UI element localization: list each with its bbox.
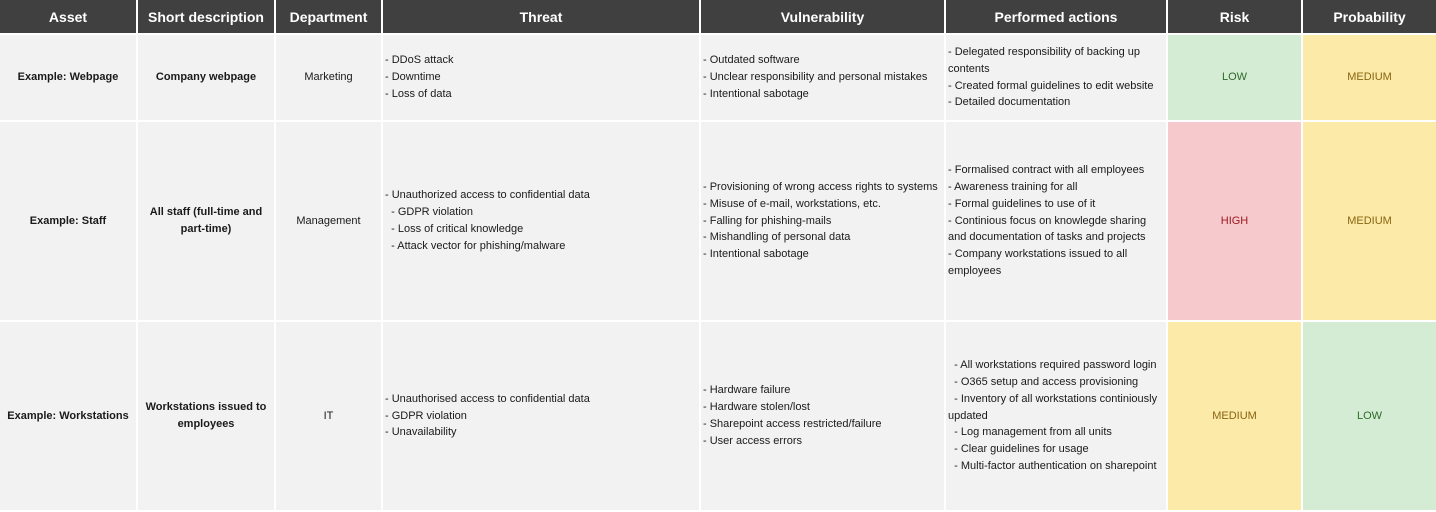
vulnerability-cell <box>700 321 945 511</box>
asset-cell: Example: Staff <box>0 121 137 321</box>
vulnerability-cell-item: - User access errors <box>703 434 803 447</box>
asset-cell: Example: Workstations <box>0 321 137 511</box>
header-performed-actions: Performed actions <box>945 0 1167 34</box>
table-row <box>0 34 1436 121</box>
short-description-cell: Company webpage <box>137 34 275 121</box>
vulnerability-cell-item: - Hardware failure <box>703 384 791 397</box>
risk-rating-cell: LOW <box>1167 34 1302 121</box>
department-cell: Marketing <box>275 34 382 121</box>
threat-cell-item: - Unauthorized access to confidential data <box>385 189 590 202</box>
threat-cell-item: - GDPR violation <box>385 206 474 219</box>
performed-actions-cell-item: - Delegated responsibility of backing up contents <box>948 45 1144 75</box>
threat-cell-item: - Loss of critical knowledge <box>385 223 524 235</box>
performed-actions-cell-item: - Log management from all units <box>948 426 1112 439</box>
table-header <box>0 0 1436 34</box>
header-short-description: Short description <box>137 0 275 34</box>
performed-actions-cell-item: - Company workstations issued to all employees <box>948 248 1131 277</box>
header-asset: Asset <box>0 0 137 34</box>
vulnerability-cell <box>700 121 945 321</box>
performed-actions-cell <box>945 121 1167 321</box>
performed-actions-cell <box>945 321 1167 511</box>
vulnerability-cell-item: - Outdated software <box>703 54 800 67</box>
vulnerability-cell-item: - Mishandling of personal data <box>703 231 851 244</box>
table-body <box>0 34 1436 511</box>
performed-actions-cell <box>945 34 1167 121</box>
risk-rating-cell: HIGH <box>1167 121 1302 321</box>
risk-rating-cell: MEDIUM <box>1167 321 1302 511</box>
vulnerability-cell-item: - Intentional sabotage <box>703 248 809 261</box>
vulnerability-cell-item: - Intentional sabotage <box>703 87 809 100</box>
performed-actions-cell-item: - Clear guidelines for usage <box>948 443 1089 456</box>
threat-cell-item: - Downtime <box>385 71 441 84</box>
threat-cell-item: - DDoS attack <box>385 54 454 67</box>
header-threat: Threat <box>382 0 700 34</box>
performed-actions-cell-item: - Awareness training for all <box>948 181 1078 193</box>
table-row <box>0 121 1436 321</box>
header-vulnerability: Vulnerability <box>700 0 945 34</box>
asset-cell: Example: Webpage <box>0 34 137 121</box>
vulnerability-cell-item: - Falling for phishing-mails <box>703 214 832 227</box>
probability-rating-cell: MEDIUM <box>1302 121 1436 321</box>
threat-cell <box>382 321 700 511</box>
threat-cell-item: - Attack vector for phishing/malware <box>385 239 566 252</box>
probability-rating-cell: LOW <box>1302 321 1436 511</box>
threat-cell-item: - Loss of data <box>385 87 452 100</box>
vulnerability-cell-item: - Provisioning of wrong access rights to systems <box>703 181 938 193</box>
performed-actions-cell-item: - Created formal guidelines to edit website <box>948 79 1154 92</box>
header-department: Department <box>275 0 382 34</box>
threat-cell-item: - GDPR violation <box>385 409 467 422</box>
department-cell: Management <box>275 121 382 321</box>
performed-actions-cell-item: - All workstations required password login <box>948 359 1157 372</box>
threat-cell <box>382 34 700 121</box>
performed-actions-cell-item: - Continious focus on knowlegde sharing and documentation of tasks and projects <box>948 214 1150 244</box>
header-risk: Risk <box>1167 0 1302 34</box>
vulnerability-cell <box>700 34 945 121</box>
performed-actions-cell-item: - Detailed documentation <box>948 96 1071 109</box>
probability-rating-cell: MEDIUM <box>1302 34 1436 121</box>
performed-actions-cell-item: - Formalised contract with all employees <box>948 164 1145 177</box>
table-row <box>0 321 1436 511</box>
performed-actions-cell-item: - Formal guidelines to use of it <box>948 197 1096 210</box>
short-description-cell: All staff (full-time and part-time) <box>137 121 275 321</box>
header-probability: Probability <box>1302 0 1436 34</box>
threat-cell-item: - Unauthorised access to confidential data <box>385 392 590 405</box>
performed-actions-cell-item: - Multi-factor authentication on sharepoint <box>948 459 1157 472</box>
vulnerability-cell-item: - Misuse of e-mail, workstations, etc. <box>703 197 881 210</box>
short-description-cell: Workstations issued to employees <box>137 321 275 511</box>
header-row <box>0 0 1436 34</box>
vulnerability-cell-item: - Hardware stolen/lost <box>703 401 810 414</box>
performed-actions-cell-item: - Inventory of all workstations continiously updated <box>948 392 1161 422</box>
performed-actions-cell-item: - O365 setup and access provisioning <box>948 376 1139 388</box>
vulnerability-cell-item: - Sharepoint access restricted/failure <box>703 418 882 430</box>
threat-cell-item: - Unavailability <box>385 426 457 439</box>
department-cell: IT <box>275 321 382 511</box>
threat-cell <box>382 121 700 321</box>
vulnerability-cell-item: - Unclear responsibility and personal mistakes <box>703 71 928 84</box>
